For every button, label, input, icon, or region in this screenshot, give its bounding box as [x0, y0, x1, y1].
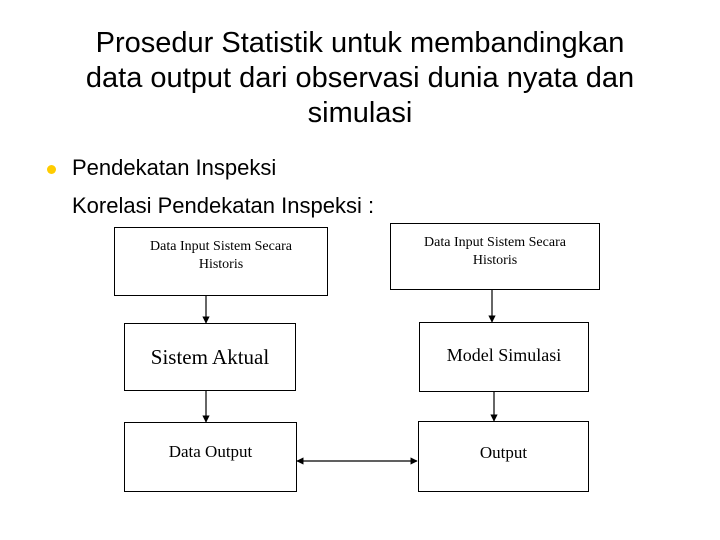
bullet-heading: Pendekatan Inspeksi — [72, 155, 277, 180]
right-system-label: Model Simulasi — [446, 344, 562, 365]
left-system-label: Sistem Aktual — [150, 344, 270, 369]
right-input-label: Data Input Sistem Secara Historis — [424, 234, 566, 268]
left-system-box — [124, 323, 296, 391]
left-input-box — [114, 227, 328, 296]
left-output-box — [124, 422, 297, 492]
bullet-subtext: Korelasi Pendekatan Inspeksi : — [72, 193, 375, 218]
right-input-box — [390, 223, 600, 290]
right-system-box — [419, 322, 589, 392]
left-input-label: Data Input Sistem Secara Historis — [150, 238, 292, 272]
slide-title: Prosedur Statistik untuk membandingkan data output dari observasi dunia nyata dan simulasi — [85, 27, 635, 129]
right-output-label: Output — [479, 442, 528, 462]
right-output-box — [418, 421, 589, 492]
left-output-label: Data Output — [168, 442, 253, 461]
